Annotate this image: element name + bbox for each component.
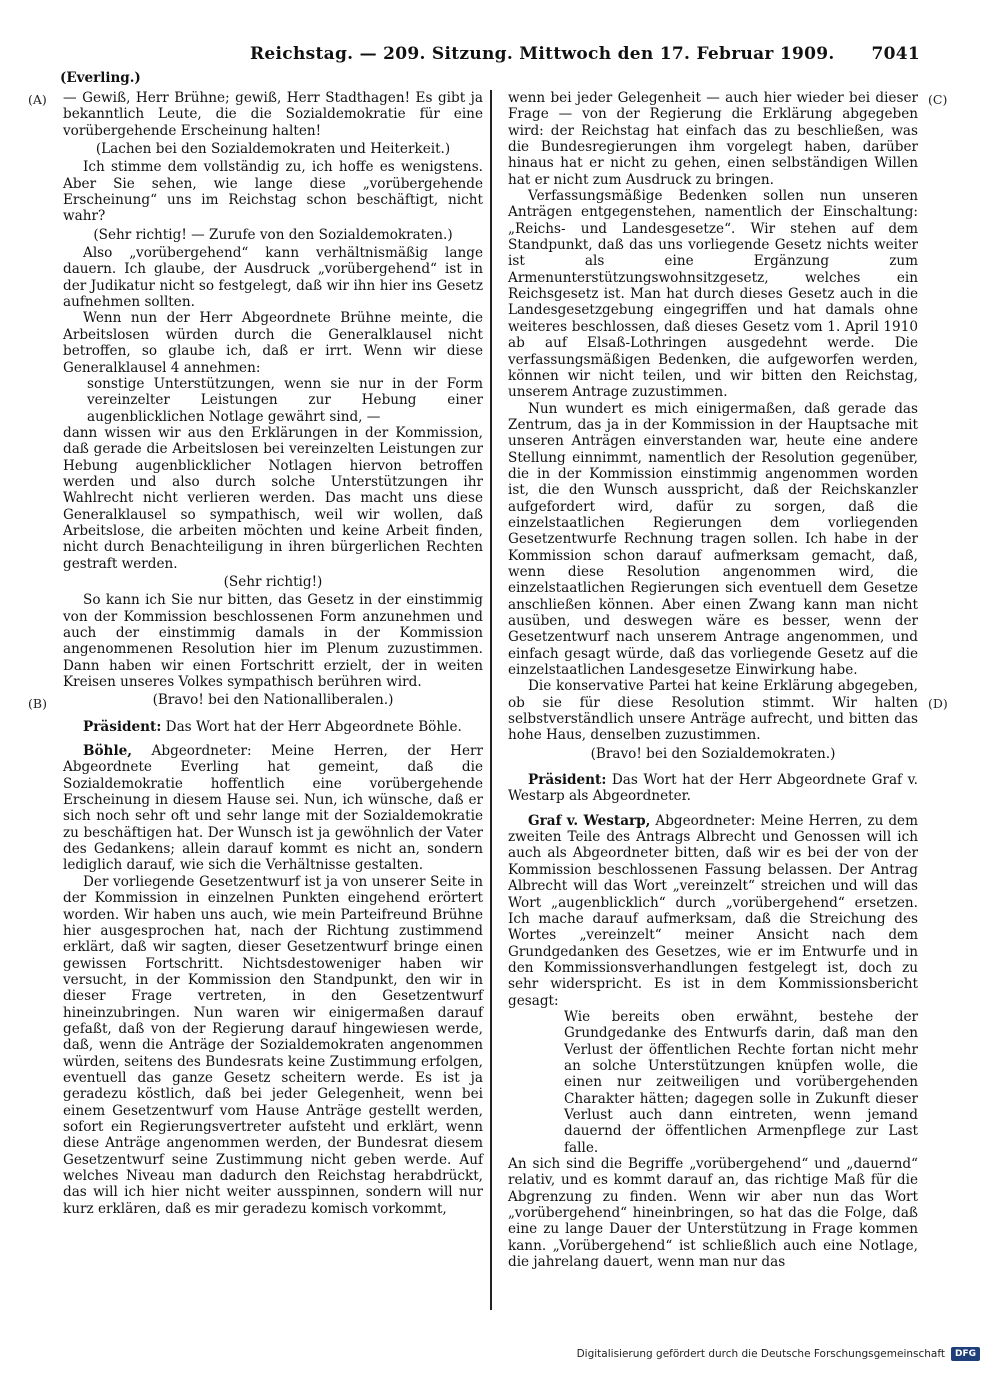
- paragraph: [508, 813, 918, 1009]
- margin-mark-d: (D): [928, 696, 948, 711]
- speaker-text: Das Wort hat der Herr Abgeordnete Graf v. Westarp als Abgeordneter.: [508, 772, 918, 805]
- speaker-name: Böhle,: [83, 743, 132, 760]
- footer: [577, 1347, 980, 1361]
- paragraph: Also „vorübergehend“ kann verhältnismäßig lange dauern. Ich glaube, der Ausdruck „vorübergehend“ ist in der Judikatur nicht so festgelegt, daß wir ihn hier ins Gesetz aufnehmen sollten.: [63, 245, 483, 311]
- quote: sonstige Unterstützungen, wenn sie nur in der Form vereinzelter Leistungen zur Hebung einer augenblicklichen Notlage gewährt sind, —: [87, 375, 483, 425]
- paragraph: wenn bei jeder Gelegenheit — auch hier wieder bei dieser Frage — von der Regierung die Erklärung abgegeben wird: der Reichstag hat einfach das zu beschließen, was die Bundesregierungen ihm vorgelegt haben, darüber hinaus hat er nicht zu gehen, einen selbständigen Willen hat er nicht zum Ausdruck zu bringen.: [508, 90, 918, 188]
- reaction: (Bravo! bei den Nationalliberalen.): [152, 692, 394, 709]
- paragraph: [508, 772, 918, 805]
- reaction: (Bravo! bei den Sozialdemokraten.): [590, 745, 836, 762]
- reaction: (Sehr richtig!): [223, 573, 323, 590]
- dfg-logo: DFG: [951, 1347, 980, 1361]
- page-title: Reichstag. — 209. Sitzung. Mittwoch den 17. Februar 1909.: [250, 44, 835, 64]
- speaker-text: Abgeordneter: Meine Herren, der Herr Abgeordnete Everling hat gemeint, daß die Sozialdemokratie hoffentlich eine vorübergehende Erscheinung in diesem Hause sei. Nun, ich wünsche, daß er sich noch sehr oft und sehr lange mit der Sozialdemokratie zu beschäftigen hat. Der Wunsch ist ja gewöhnlich der Vater des Gedankens; allein darauf kommt es nicht an, sondern lediglich darauf, wie sich die Verhältnisse gestalten.: [63, 743, 483, 874]
- speaker-name: Graf v. Westarp,: [528, 812, 651, 829]
- footer-text: Digitalisierung gefördert durch die Deutsche Forschungsgemeinschaft: [576, 1348, 945, 1360]
- quote: Wie bereits oben erwähnt, bestehe der Grundgedanke des Entwurfs darin, daß man den Verlust der öffentlichen Rechte fortan nicht mehr an solche Unterstützungen knüpfen wolle, die einen nur zeitweiligen und vorübergehenden Charakter hätten; dagegen solle in Zukunft dieser Verlust auch dann eintreten, wenn jemand dauernd der öffentlichen Armenpflege zur Last falle.: [564, 1008, 918, 1156]
- paragraph: Der vorliegende Gesetzentwurf ist ja von unserer Seite in der Kommission in einzelnen Punkten eingehend erörtert worden. Wir haben uns auch, wie mein Parteifreund Brühne hier ausgesprochen hat, nach der Richtung zustimmend erklärt, daß wir sagten, dieser Gesetzentwurf bringe einen gewissen Fortschritt. Nichtsdestoweniger haben wir versucht, in der Kommission den Standpunkt, den wir in dieser Frage vertreten, in den Gesetzentwurf hineinzubringen. Nun waren wir einigermaßen darauf gefaßt, daß von der Regierung darauf hingewiesen werde, daß, wenn die Anträge der Sozialdemokraten angenommen würden, seitens des Bundesrats keine Zustimmung erfolgen, eventuell das ganze Gesetz scheitern werde. Es ist ja geradezu köstlich, daß bei jeder Gelegenheit, wenn bei einem Gesetzentwurf vom Hause Anträge gestellt werden, sofort ein Regierungsvertreter aufsteht und erklärt, wenn diese Anträge angenommen werden, der Bundesrat diesem Gesetzentwurf seine Zustimmung nicht geben werde. Auf welches Niveau man dadurch den Reichstag herabdrückt, das will ich hier nicht weiter ausspinnen, sondern will nur kurz erklären, daß es mir geradezu komisch vorkommt,: [63, 873, 483, 1217]
- paragraph: Nun wundert es mich einigermaßen, daß gerade das Zentrum, das ja in der Kommission in der Hauptsache mit unseren Anträgen einverstanden war, heute eine andere Stellung einnimmt, namentlich der Resolution gegenüber, die in der Kommission einstimmig angenommen worden ist, die den Wunsch ausspricht, daß der Reichskanzler aufgefordert wird, dafür zu sorgen, daß die einzelstaatlichen Regierungen dem vorliegenden Gesetzentwurfe Rechnung tragen sollen. Ich habe in der Kommission schon darauf aufmerksam gemacht, daß, wenn diese Resolution angenommen wird, die einzelstaatlichen Regierungen sich eventuell dem Gesetze anschließen können. Aber einen Zwang kann man nicht ausüben, und deswegen wäre es besser, wenn der Gesetzentwurf nach unserem Antrage angenommen, und einfach gesagt würde, daß das vorliegende Gesetz auf die einzelstaatlichen Landesgesetze Einwirkung habe.: [508, 400, 918, 679]
- paragraph: [63, 719, 483, 735]
- speaker-tag: (Everling.): [60, 70, 141, 86]
- speaker-name: Präsident:: [528, 772, 607, 789]
- paragraph: dann wissen wir aus den Erklärungen in der Kommission, daß gerade die Arbeitslosen bei vereinzelten Leistungen zur Hebung augenblicklicher Notlagen hiervon betroffen werden und also durch solche Unterstützungen ihr Wahlrecht nicht verlieren werden. Das macht uns diese Generalklausel so sympathisch, weil wir wollen, daß Arbeitslose, die arbeiten möchten und keine Arbeit finden, nicht durch Benachteiligung in ihren bürgerlichen Rechten gestraft werden.: [63, 424, 483, 572]
- margin-mark-c: (C): [928, 92, 948, 107]
- paragraph: Wenn nun der Herr Abgeordnete Brühne meinte, die Arbeitslosen würden durch die Generalklausel nicht betroffen, so glaube ich, daß er irrt. Wenn wir diese Generalklausel 4 annehmen:: [63, 310, 483, 376]
- margin-mark-a: (A): [28, 92, 47, 107]
- column-divider: [490, 90, 492, 1310]
- paragraph: Verfassungsmäßige Bedenken sollen nun unseren Anträgen entgegenstehen, namentlich der Einschaltung: „Reichs- und Landesgesetze“. Wir stehen auf dem Standpunkt, daß das uns vorliegende Gesetz nichts weiter ist als eine Ergänzung zum Armenunterstützungswohnsitzgesetz, welches ein Reichsgesetz ist. Man hat durch dieses Gesetz auch in die Landesgesetzgebung eingegriffen und hat damals ohne weiteres beschlossen, daß dieses Gesetz vom 1. April 1910 ab auf Elsaß-Lothringen ausgedehnt werde. Die verfassungsmäßigen Bedenken, die aufgeworfen werden, können wir nicht teilen, und wir bitten den Reichstag, unserem Antrage zuzustimmen.: [508, 188, 918, 401]
- speaker-text: Das Wort hat der Herr Abgeordnete Böhle.: [165, 718, 462, 735]
- reaction: (Lachen bei den Sozialdemokraten und Heiterkeit.): [95, 141, 451, 158]
- speaker-name: Präsident:: [83, 718, 162, 735]
- paragraph: An sich sind die Begriffe „vorübergehend“ und „dauernd“ relativ, und es kommt darauf an, das richtige Maß für die Abgrenzung zu finden. Wenn wir aber nun das Wort „vorübergehend“ hineinbringen, so hat das die Folge, daß eine zu lange Dauer der Unterstützung in Frage kommen kann. „Vorübergehend“ ist schließlich auch eine Notlage, die jahrelang dauert, wenn man nur das: [508, 1156, 918, 1271]
- paragraph: — Gewiß, Herr Brühne; gewiß, Herr Stadthagen! Es gibt ja bekanntlich Leute, die die Sozialdemokratie für eine vorübergehende Erscheinung halten!: [63, 90, 483, 139]
- paragraph: Ich stimme dem vollständig zu, ich hoffe es wenigstens. Aber Sie sehen, wie lange diese „vorübergehende Erscheinung“ uns im Reichstag schon beschäftigt, nicht wahr?: [63, 159, 483, 225]
- paragraph: So kann ich Sie nur bitten, das Gesetz in der einstimmig von der Kommission beschlossenen Form anzunehmen und auch der einstimmig damals in der Kommission angenommenen Resolution hier im Plenum zuzustimmen. Dann haben wir einen Fortschritt erzielt, der in weiten Kreisen unseres Volkes sympathisch berühren wird.: [63, 592, 483, 691]
- right-column: [508, 90, 918, 1270]
- left-column: [63, 90, 483, 1217]
- page-number: 7041: [871, 44, 920, 64]
- speaker-text: Abgeordneter: Meine Herren, zu dem zweiten Teile des Antrags Albrecht und Genossen will ich auch als Abgeordneter bitten, daß wir es bei der von der Kommission beschlossenen Fassung belassen. Der Antrag Albrecht will das Wort „vereinzelt“ streichen und will das Wort „augenblicklich“ durch „vorübergehend“ ersetzen. Ich mache darauf aufmerksam, daß die Streichung des Wortes „vereinzelt“ meiner Ansicht nach dem Grundgedanken des Gesetzes, wie er im Entwurfe und in den Kommissionsverhandlungen festgelegt ist, doch zu sehr widerspricht. Es ist in dem Kommissionsbericht gesagt:: [508, 812, 918, 1009]
- paragraph: [63, 743, 483, 874]
- reaction: (Sehr richtig! — Zurufe von den Sozialdemokraten.): [93, 226, 453, 243]
- margin-mark-b: (B): [28, 696, 47, 711]
- paragraph: Die konservative Partei hat keine Erklärung abgegeben, ob sie für diese Resolution stimmt. Wir halten selbstverständlich unsere Anträge aufrecht, und bitten das hohe Haus, denselben zuzustimmen.: [508, 678, 918, 744]
